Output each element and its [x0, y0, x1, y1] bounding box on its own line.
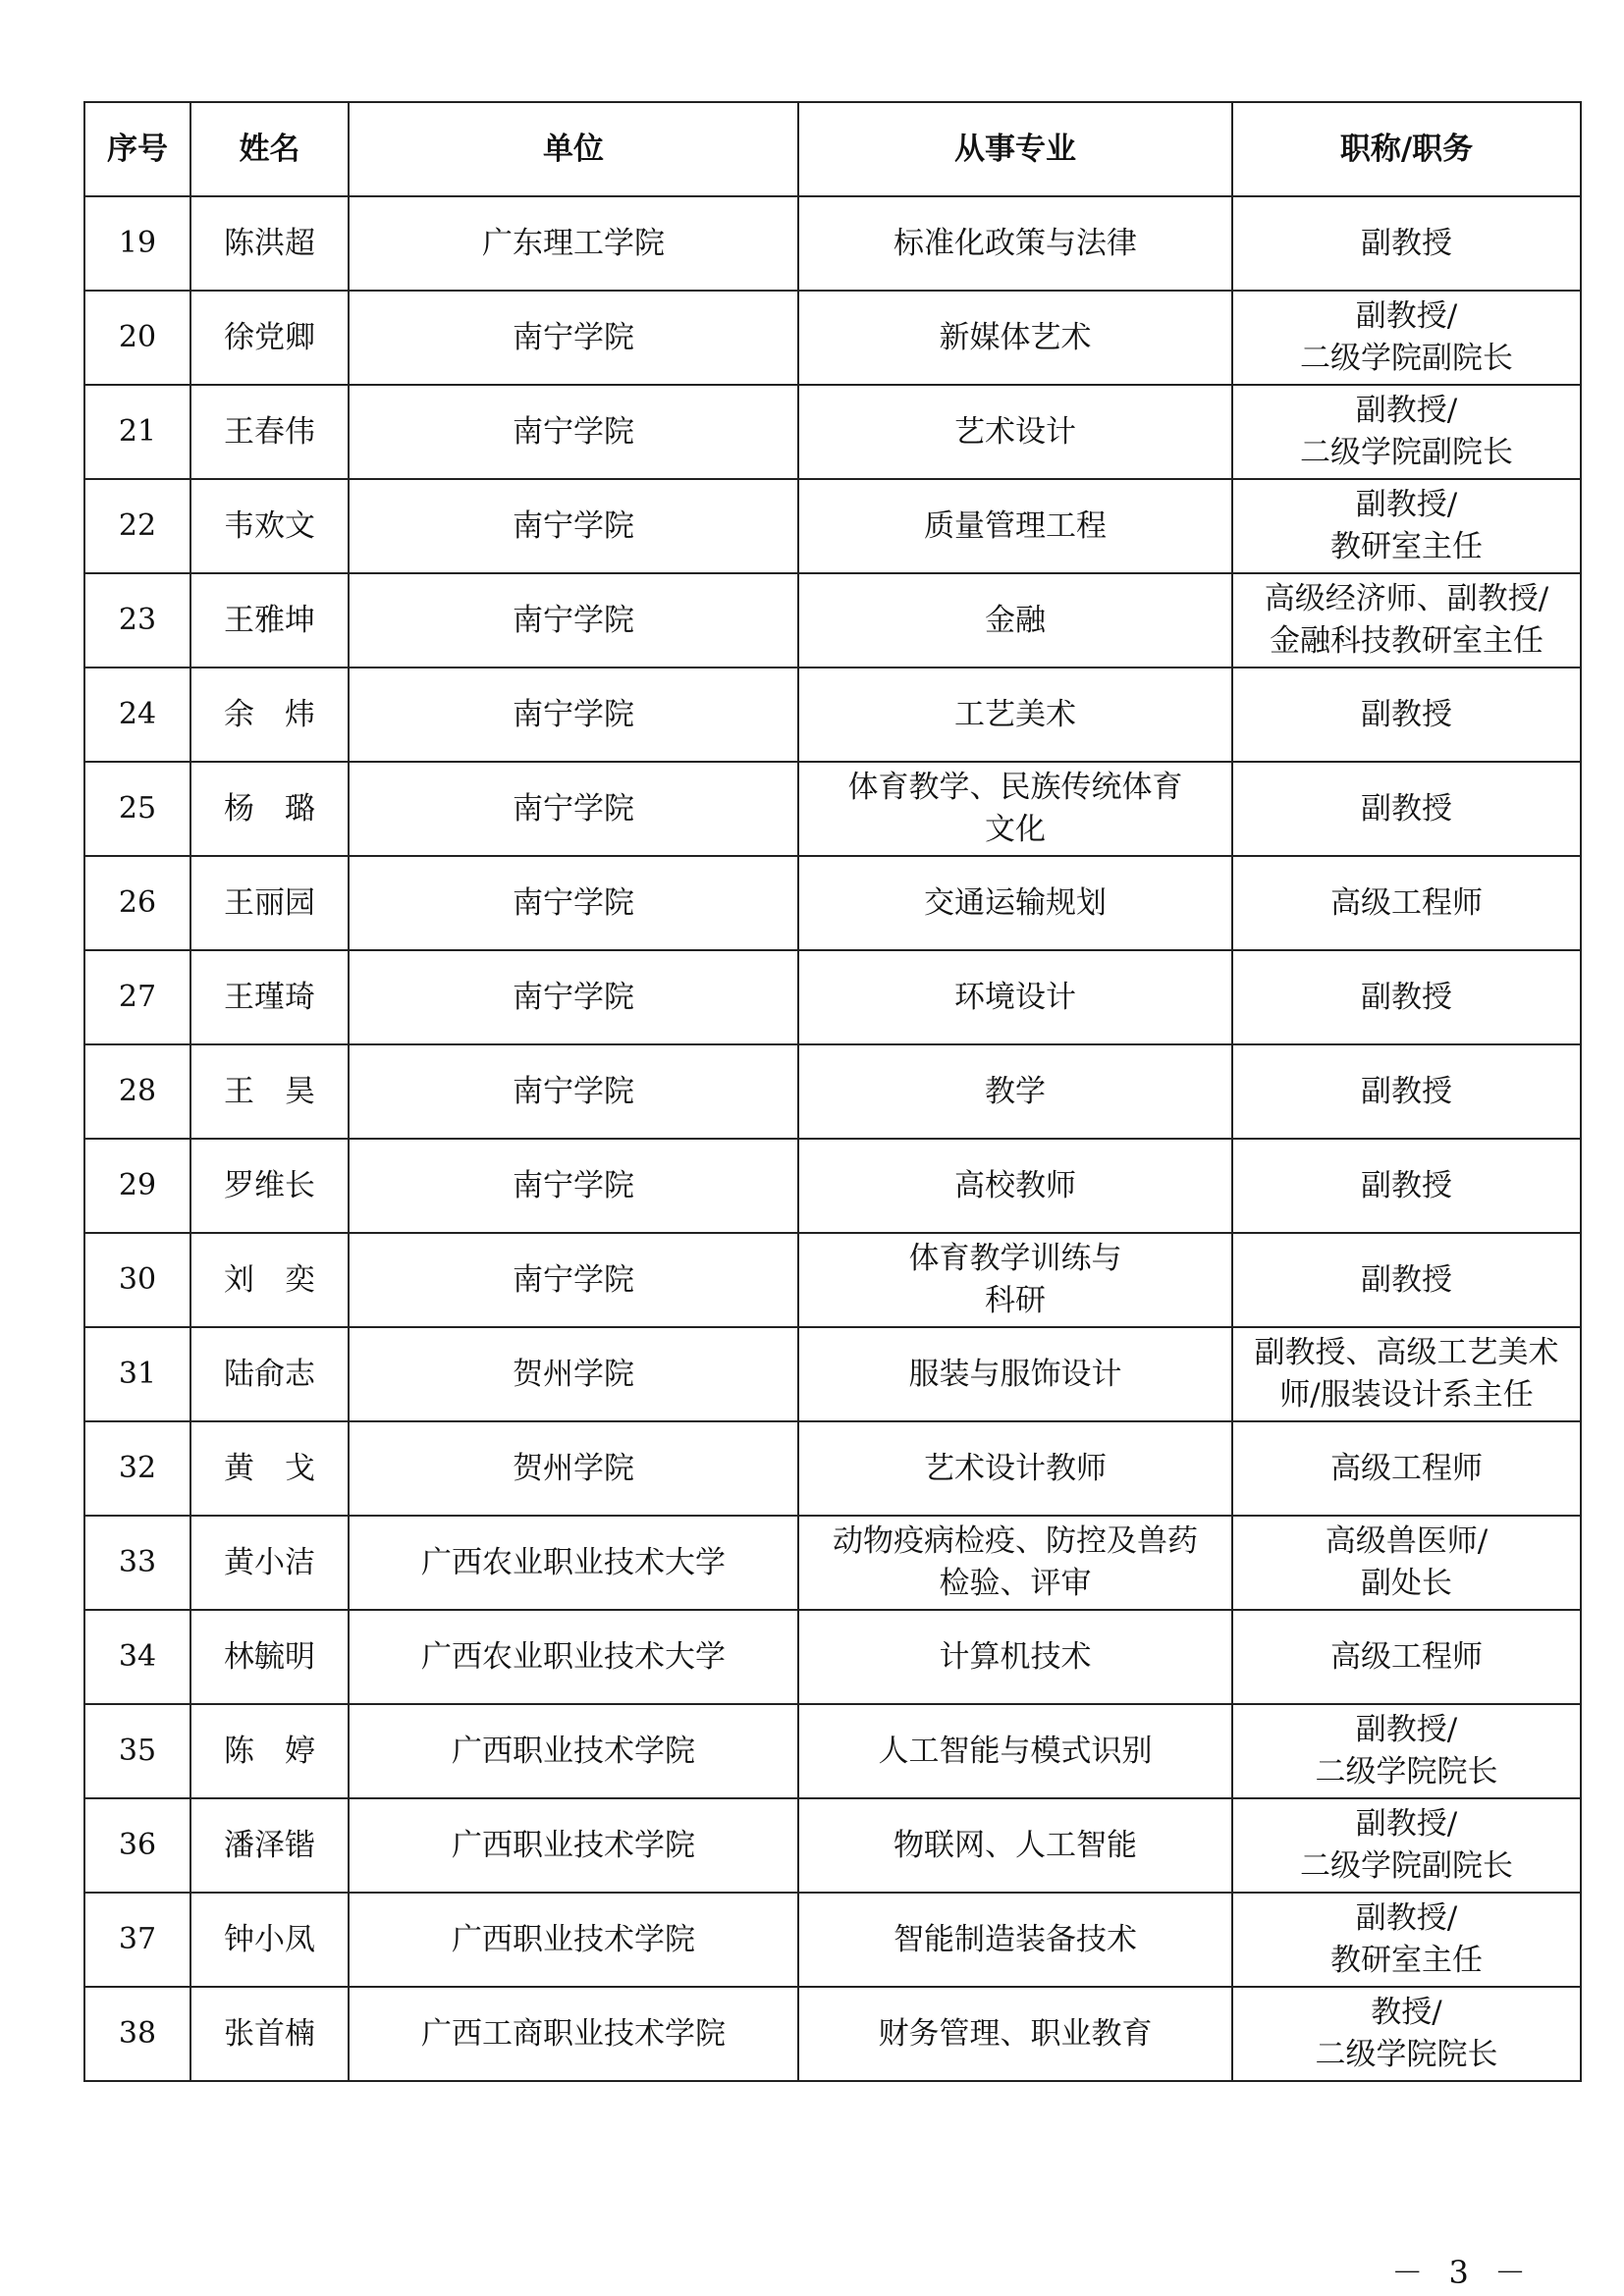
cell-major-text: 财务管理、职业教育: [878, 2015, 1153, 2052]
cell-seq-text: 19: [118, 226, 157, 261]
cell-name-text: 陈洪超: [224, 225, 315, 261]
cell-name-text: 黄 戈: [224, 1450, 315, 1486]
table-row: [84, 1421, 1581, 1516]
cell-unit-text: 南宁学院: [513, 507, 634, 544]
cell-unit-text: 广西职业技术学院: [452, 1733, 695, 1769]
cell-unit: [349, 385, 798, 479]
table-row: [84, 1798, 1581, 1893]
table-row: [84, 196, 1581, 291]
cell-unit: [349, 1327, 798, 1421]
cell-title: [1232, 762, 1581, 856]
cell-major-text: 高校教师: [954, 1167, 1076, 1203]
cell-seq: [84, 1893, 190, 1987]
cell-name: [190, 385, 349, 479]
table-row: [84, 1987, 1581, 2081]
page-number: － 3 －: [1391, 2254, 1534, 2291]
cell-major-text: 艺术设计: [954, 413, 1076, 450]
cell-name-text: 黄小洁: [224, 1544, 315, 1580]
cell-name: [190, 950, 349, 1044]
cell-major: [798, 1893, 1232, 1987]
cell-seq: [84, 1704, 190, 1798]
cell-seq-text: 27: [118, 980, 157, 1015]
cell-name-text: 张首楠: [224, 2015, 315, 2052]
cell-name-text: 陈 婷: [224, 1733, 315, 1769]
cell-unit-text: 南宁学院: [513, 319, 634, 355]
cell-title-text: 副教授: [1361, 225, 1452, 261]
cell-title-text: 高级经济师、副教授/ 金融科技教研室主任: [1264, 581, 1549, 659]
cell-title-text: 副教授/ 二级学院副院长: [1300, 393, 1513, 470]
cell-major-text: 体育教学、民族传统体育 文化: [847, 770, 1183, 847]
cell-unit: [349, 1987, 798, 2081]
cell-unit-text: 广西职业技术学院: [452, 1921, 695, 1957]
cell-major: [798, 1421, 1232, 1516]
header-title: 职称/职务: [1232, 102, 1581, 196]
cell-seq-text: 26: [118, 885, 157, 921]
cell-seq-text: 38: [118, 2016, 157, 2052]
cell-name: [190, 479, 349, 573]
cell-title: [1232, 1327, 1581, 1421]
cell-seq: [84, 196, 190, 291]
cell-unit-text: 贺州学院: [513, 1450, 634, 1486]
cell-name: [190, 856, 349, 950]
table-row: [84, 1044, 1581, 1139]
cell-unit: [349, 573, 798, 667]
cell-unit: [349, 1044, 798, 1139]
table-row: [84, 762, 1581, 856]
cell-name-text: 刘 奕: [224, 1261, 315, 1298]
cell-major: [798, 1233, 1232, 1327]
cell-title-text: 副教授/ 二级学院副院长: [1300, 298, 1513, 376]
cell-title: [1232, 667, 1581, 762]
cell-title-text: 高级工程师: [1330, 1638, 1483, 1675]
cell-title-text: 副教授: [1361, 1167, 1452, 1203]
cell-seq-text: 37: [118, 1922, 157, 1957]
cell-title-text: 副教授: [1361, 1261, 1452, 1298]
cell-seq: [84, 1233, 190, 1327]
cell-seq-text: 28: [118, 1074, 157, 1109]
cell-major: [798, 667, 1232, 762]
cell-name: [190, 1233, 349, 1327]
cell-name-text: 钟小凤: [224, 1921, 315, 1957]
cell-name: [190, 1610, 349, 1704]
cell-title-text: 高级工程师: [1330, 884, 1483, 921]
cell-name: [190, 1893, 349, 1987]
cell-title: [1232, 1798, 1581, 1893]
cell-unit: [349, 1798, 798, 1893]
cell-major: [798, 1516, 1232, 1610]
cell-major: [798, 856, 1232, 950]
table-row: [84, 1704, 1581, 1798]
cell-major-text: 体育教学训练与 科研: [908, 1241, 1122, 1318]
cell-title: [1232, 385, 1581, 479]
cell-unit: [349, 1610, 798, 1704]
cell-title: [1232, 573, 1581, 667]
cell-unit: [349, 479, 798, 573]
cell-major-text: 动物疫病检疫、防控及兽药 检验、评审: [833, 1523, 1198, 1601]
cell-name-text: 杨 璐: [224, 790, 315, 827]
cell-title: [1232, 1704, 1581, 1798]
cell-unit-text: 南宁学院: [513, 696, 634, 732]
cell-title-text: 高级兽医师/ 副处长: [1325, 1523, 1489, 1601]
cell-name: [190, 573, 349, 667]
cell-title: [1232, 1610, 1581, 1704]
cell-unit-text: 广西农业职业技术大学: [421, 1544, 726, 1580]
table-row: [84, 856, 1581, 950]
cell-name-text: 王 昊: [224, 1073, 315, 1109]
cell-seq: [84, 385, 190, 479]
cell-title-text: 副教授/ 二级学院院长: [1315, 1712, 1498, 1789]
cell-unit-text: 南宁学院: [513, 790, 634, 827]
cell-seq-text: 22: [118, 508, 157, 544]
cell-name-text: 韦欢文: [224, 507, 315, 544]
cell-major: [798, 1327, 1232, 1421]
cell-unit-text: 广西职业技术学院: [452, 1827, 695, 1863]
cell-seq: [84, 856, 190, 950]
personnel-table: [83, 101, 1582, 2082]
header-major: 从事专业: [798, 102, 1232, 196]
cell-major-text: 环境设计: [954, 979, 1076, 1015]
cell-major-text: 计算机技术: [939, 1638, 1092, 1675]
cell-title-text: 教授/ 二级学院院长: [1315, 1995, 1498, 2072]
cell-seq: [84, 479, 190, 573]
cell-major-text: 物联网、人工智能: [893, 1827, 1137, 1863]
table-row: [84, 1139, 1581, 1233]
cell-name: [190, 196, 349, 291]
cell-name: [190, 1139, 349, 1233]
cell-name-text: 王丽园: [224, 884, 315, 921]
cell-unit: [349, 1139, 798, 1233]
cell-major: [798, 1044, 1232, 1139]
cell-major-text: 人工智能与模式识别: [878, 1733, 1153, 1769]
cell-seq-text: 32: [118, 1451, 157, 1486]
cell-title: [1232, 1233, 1581, 1327]
cell-major: [798, 1704, 1232, 1798]
cell-seq-text: 35: [118, 1734, 157, 1769]
cell-seq: [84, 1798, 190, 1893]
table-row: [84, 1893, 1581, 1987]
cell-major: [798, 762, 1232, 856]
table-row: [84, 950, 1581, 1044]
cell-name-text: 王瑾琦: [224, 979, 315, 1015]
cell-title: [1232, 856, 1581, 950]
cell-unit: [349, 856, 798, 950]
cell-seq-text: 31: [118, 1357, 157, 1392]
cell-name: [190, 667, 349, 762]
cell-major: [798, 1139, 1232, 1233]
table-header-row: [84, 102, 1581, 196]
cell-unit-text: 广东理工学院: [482, 225, 665, 261]
cell-seq: [84, 1139, 190, 1233]
cell-name: [190, 1044, 349, 1139]
cell-title-text: 副教授: [1361, 696, 1452, 732]
cell-unit: [349, 1893, 798, 1987]
cell-major-text: 智能制造装备技术: [893, 1921, 1137, 1957]
table-row: [84, 385, 1581, 479]
cell-title: [1232, 1987, 1581, 2081]
cell-major-text: 质量管理工程: [924, 507, 1107, 544]
cell-seq: [84, 762, 190, 856]
cell-unit: [349, 950, 798, 1044]
cell-major: [798, 950, 1232, 1044]
table-row: [84, 1610, 1581, 1704]
cell-seq-text: 36: [118, 1828, 157, 1863]
cell-seq: [84, 573, 190, 667]
cell-major-text: 金融: [985, 602, 1046, 638]
cell-major: [798, 573, 1232, 667]
cell-unit: [349, 291, 798, 385]
cell-title-text: 副教授: [1361, 1073, 1452, 1109]
cell-title-text: 副教授、高级工艺美术 师/服装设计系主任: [1254, 1335, 1559, 1413]
cell-seq: [84, 950, 190, 1044]
cell-seq: [84, 667, 190, 762]
cell-title-text: 副教授: [1361, 790, 1452, 827]
cell-title: [1232, 291, 1581, 385]
cell-name-text: 陆俞志: [224, 1356, 315, 1392]
cell-title-text: 高级工程师: [1330, 1450, 1483, 1486]
cell-unit: [349, 762, 798, 856]
cell-major: [798, 291, 1232, 385]
cell-title: [1232, 479, 1581, 573]
cell-seq-text: 33: [118, 1545, 157, 1580]
table-row: [84, 1516, 1581, 1610]
cell-name: [190, 762, 349, 856]
cell-name-text: 潘泽锴: [224, 1827, 315, 1863]
cell-unit-text: 南宁学院: [513, 1073, 634, 1109]
cell-unit: [349, 667, 798, 762]
table-row: [84, 1233, 1581, 1327]
cell-seq: [84, 1516, 190, 1610]
cell-name: [190, 1421, 349, 1516]
cell-major-text: 交通运输规划: [924, 884, 1107, 921]
cell-title-text: 副教授/ 教研室主任: [1330, 1900, 1483, 1978]
cell-unit-text: 南宁学院: [513, 413, 634, 450]
cell-title: [1232, 1516, 1581, 1610]
cell-seq-text: 24: [118, 697, 157, 732]
table-row: [84, 573, 1581, 667]
cell-unit-text: 南宁学院: [513, 1167, 634, 1203]
cell-title-text: 副教授/ 二级学院副院长: [1300, 1806, 1513, 1884]
cell-unit-text: 贺州学院: [513, 1356, 634, 1392]
cell-major-text: 新媒体艺术: [939, 319, 1092, 355]
cell-seq: [84, 1044, 190, 1139]
cell-name-text: 罗维长: [224, 1167, 315, 1203]
cell-major-text: 服装与服饰设计: [908, 1356, 1122, 1392]
cell-name: [190, 1798, 349, 1893]
cell-name: [190, 1987, 349, 2081]
cell-seq: [84, 1987, 190, 2081]
cell-title: [1232, 196, 1581, 291]
cell-unit: [349, 1421, 798, 1516]
table-body: [84, 196, 1581, 2081]
cell-title: [1232, 1044, 1581, 1139]
cell-major: [798, 1798, 1232, 1893]
table-row: [84, 291, 1581, 385]
cell-unit-text: 南宁学院: [513, 1261, 634, 1298]
cell-unit: [349, 1704, 798, 1798]
cell-major: [798, 385, 1232, 479]
cell-major: [798, 1610, 1232, 1704]
cell-name: [190, 1516, 349, 1610]
table-row: [84, 667, 1581, 762]
cell-major: [798, 1987, 1232, 2081]
cell-seq-text: 21: [118, 414, 157, 450]
cell-unit-text: 南宁学院: [513, 602, 634, 638]
cell-unit-text: 南宁学院: [513, 979, 634, 1015]
cell-major-text: 标准化政策与法律: [893, 225, 1137, 261]
cell-major-text: 艺术设计教师: [924, 1450, 1107, 1486]
cell-seq: [84, 1327, 190, 1421]
cell-title: [1232, 950, 1581, 1044]
table-row: [84, 479, 1581, 573]
cell-seq-text: 20: [118, 320, 157, 355]
cell-title-text: 副教授/ 教研室主任: [1330, 487, 1483, 564]
cell-unit: [349, 1233, 798, 1327]
cell-major: [798, 479, 1232, 573]
header-unit: 单位: [349, 102, 798, 196]
cell-seq-text: 23: [118, 603, 157, 638]
cell-title-text: 副教授: [1361, 979, 1452, 1015]
cell-unit: [349, 196, 798, 291]
cell-name-text: 王雅坤: [224, 602, 315, 638]
cell-seq: [84, 1610, 190, 1704]
cell-seq: [84, 1421, 190, 1516]
cell-seq: [84, 291, 190, 385]
cell-name: [190, 1327, 349, 1421]
cell-unit: [349, 1516, 798, 1610]
cell-unit-text: 广西农业职业技术大学: [421, 1638, 726, 1675]
cell-major-text: 工艺美术: [954, 696, 1076, 732]
table-row: [84, 1327, 1581, 1421]
cell-name-text: 王春伟: [224, 413, 315, 450]
cell-seq-text: 34: [118, 1639, 157, 1675]
header-name: 姓名: [190, 102, 349, 196]
cell-name-text: 余 炜: [224, 696, 315, 732]
cell-title: [1232, 1421, 1581, 1516]
cell-name-text: 徐党卿: [224, 319, 315, 355]
cell-title: [1232, 1893, 1581, 1987]
cell-unit-text: 广西工商职业技术学院: [421, 2015, 726, 2052]
cell-name: [190, 291, 349, 385]
cell-title: [1232, 1139, 1581, 1233]
cell-unit-text: 南宁学院: [513, 884, 634, 921]
header-seq: 序号: [84, 102, 190, 196]
cell-seq-text: 30: [118, 1262, 157, 1298]
cell-name-text: 林毓明: [224, 1638, 315, 1675]
cell-seq-text: 29: [118, 1168, 157, 1203]
cell-name: [190, 1704, 349, 1798]
cell-major: [798, 196, 1232, 291]
cell-seq-text: 25: [118, 791, 157, 827]
cell-major-text: 教学: [985, 1073, 1046, 1109]
